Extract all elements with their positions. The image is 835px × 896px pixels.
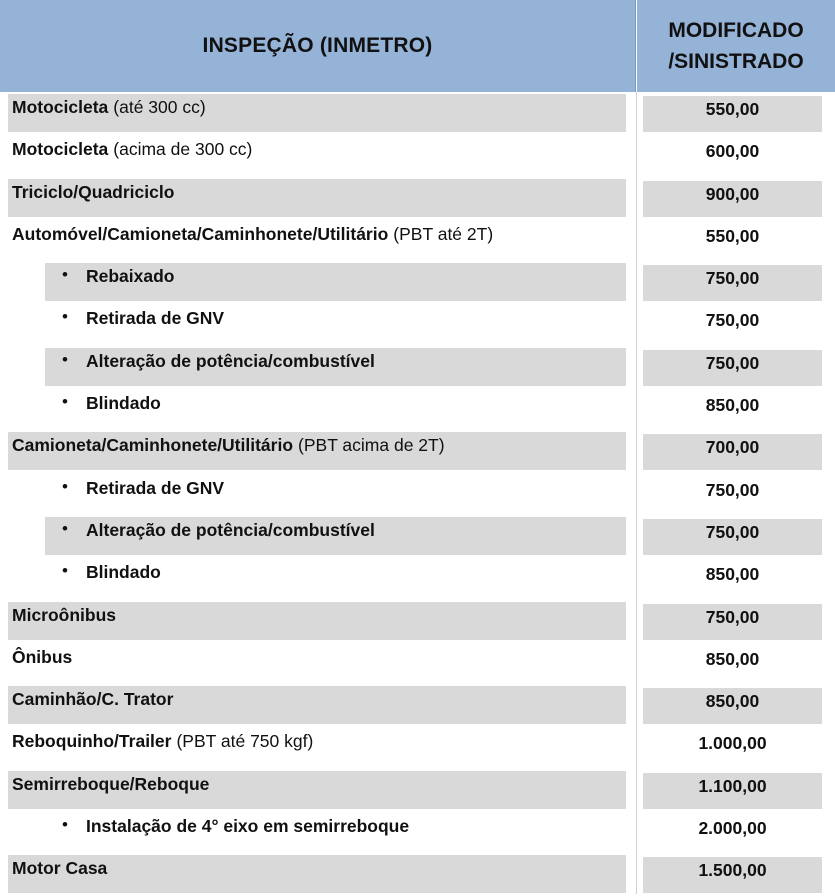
table-row [0,600,835,642]
table-row [0,303,835,345]
row-label-text: Ônibus [12,646,73,667]
row-label-text: Triciclo/Quadriciclo [12,181,175,202]
row-value: 1.500,00 [643,857,822,893]
table-row [0,219,835,261]
table-row [0,261,835,303]
row-label-text: Motocicleta [12,139,109,160]
bullet-icon: • [62,476,68,496]
table-row [0,177,835,219]
row-label-text: Blindado [86,562,161,583]
row-label-note: (até 300 cc) [113,97,206,117]
row-label-text: Camioneta/Caminhonete/Utilitário [12,435,294,456]
row-label-note: (PBT acima de 2T) [298,435,445,456]
table-row [0,346,835,388]
row-label [45,390,626,428]
row-label-note: (acima de 300 cc) [113,139,253,160]
table-row [0,684,835,726]
header-inspecao [0,0,636,92]
table-row [0,769,835,811]
row-label [8,728,626,766]
table-row [0,811,835,853]
row-label-text: Instalação de 4° eixo em semirreboque [86,816,410,837]
row-label [8,179,626,217]
row-label [8,771,626,809]
row-label [8,855,626,893]
row-label [8,644,626,682]
header-modificado [637,0,835,92]
row-value: 1.000,00 [698,733,767,754]
row-label-text: Retirada de GNV [86,477,225,498]
row-label-note: (PBT até 750 kgf) [176,731,314,752]
row-label [8,94,626,132]
row-label-text: Retirada de GNV [86,308,225,329]
row-label-text: Reboquinho/Trailer [12,731,172,752]
row-label [45,475,626,513]
row-label-text: Microônibus [12,604,117,625]
table-body [0,92,835,896]
row-value: 900,00 [643,181,822,217]
row-label-text: Alteração de potência/combustível [86,350,375,371]
row-label-text: Blindado [86,393,161,414]
bullet-icon: • [62,518,68,538]
table-row [0,134,835,176]
row-label-text: Motocicleta [12,97,109,117]
bullet-icon: • [62,307,68,327]
row-value: 750,00 [643,604,822,640]
header-inspecao-label: INSPEÇÃO (INMETRO) [202,34,433,57]
table-row [0,430,835,472]
row-value: 2.000,00 [698,818,767,839]
row-value: 600,00 [705,141,760,162]
bullet-icon: • [62,392,68,412]
row-label [45,813,626,851]
header-right-line1: MODIFICADO [668,19,804,42]
bullet-icon: • [62,815,68,835]
row-label-text: Rebaixado [86,266,175,287]
row-value: 750,00 [643,350,822,386]
row-label-text: Caminhão/C. Trator [12,689,174,710]
table-row [0,388,835,430]
row-label-note: (PBT até 2T) [393,223,494,244]
row-value: 750,00 [705,479,760,500]
row-label [45,559,626,597]
row-value: 850,00 [643,688,822,724]
row-value: 850,00 [705,648,760,669]
bullet-icon: • [62,561,68,581]
row-value: 550,00 [705,225,760,246]
row-label [8,221,626,259]
table-row [0,473,835,515]
row-label [8,602,626,640]
table-row [0,515,835,557]
bullet-icon: • [62,349,68,369]
row-label [8,432,626,470]
row-label [45,517,626,555]
table-header [0,0,835,92]
row-label [8,686,626,724]
row-value: 850,00 [705,564,760,585]
row-label-text: Automóvel/Camioneta/Caminhonete/Utilitário [12,223,389,244]
row-label-text: Motor Casa [12,858,108,879]
table-row [0,853,835,895]
row-label [45,263,626,301]
header-right-line2: /SINISTRADO [668,50,804,73]
row-value: 750,00 [643,519,822,555]
row-value: 750,00 [705,310,760,331]
header-modificado-label [668,15,803,77]
row-value: 850,00 [705,395,760,416]
row-value: 700,00 [643,434,822,470]
row-value: 550,00 [643,96,822,132]
table-row [0,726,835,768]
row-label [45,305,626,343]
row-value: 1.100,00 [643,773,822,809]
row-value: 750,00 [643,265,822,301]
row-label-text: Alteração de potência/combustível [86,519,375,540]
table-row [0,642,835,684]
row-label [45,348,626,386]
row-label-text: Semirreboque/Reboque [12,773,210,794]
table-row [0,92,835,134]
table-row [0,557,835,599]
bullet-icon: • [62,265,68,285]
row-label [8,136,626,174]
